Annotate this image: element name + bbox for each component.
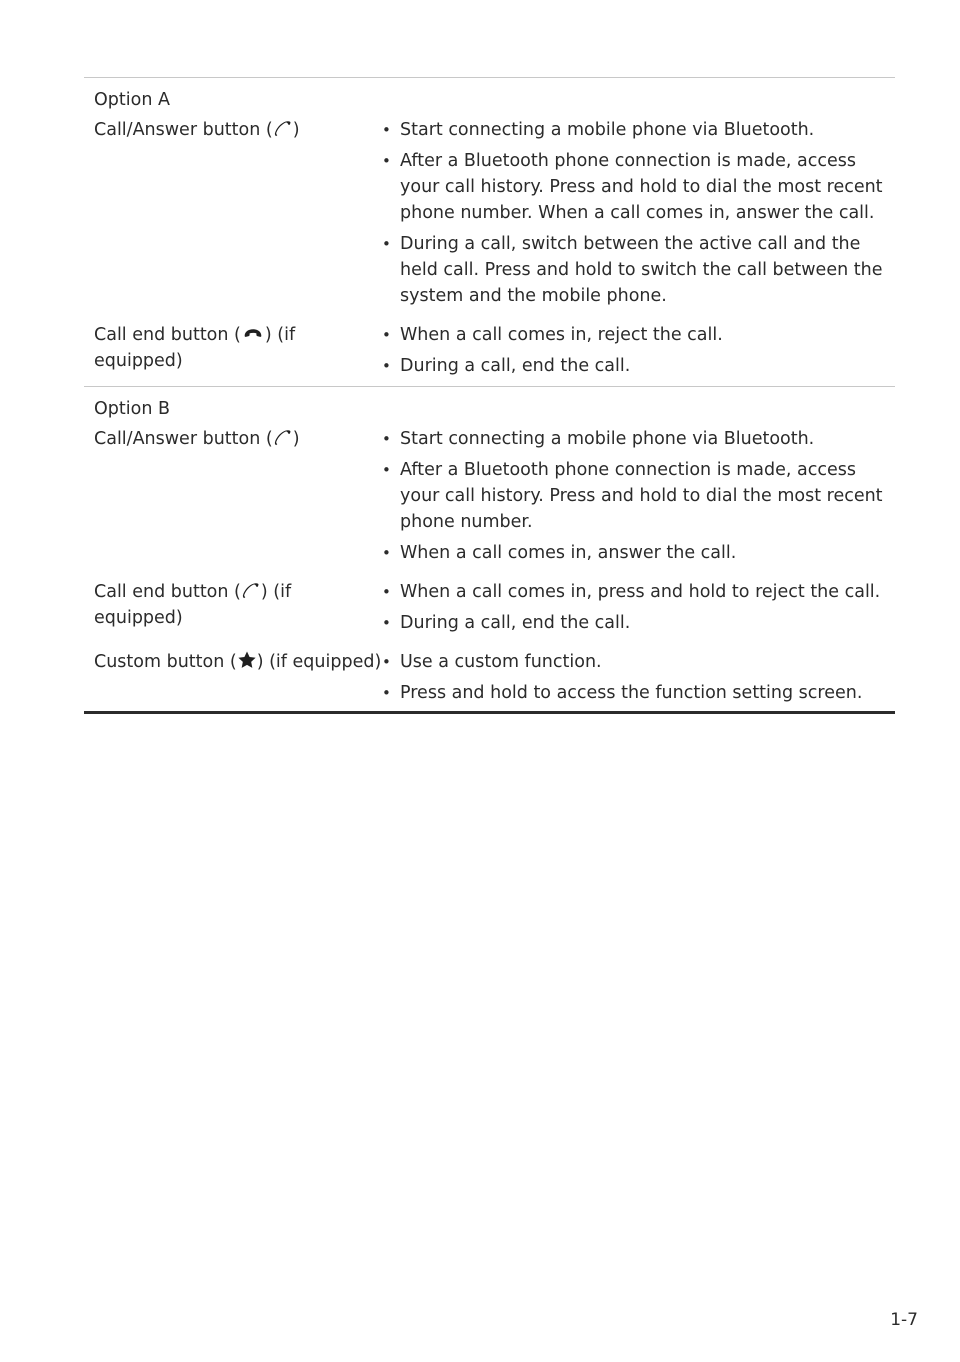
- star-icon: [237, 650, 257, 670]
- list-item: • Start connecting a mobile phone via Bluetooth.: [382, 426, 895, 452]
- row-label: Call/Answer button ( ): [94, 120, 300, 140]
- phone-handset-icon: [273, 118, 293, 138]
- table-row-custom-b: [84, 649, 895, 711]
- list-item: • Press and hold to access the function setting screen.: [382, 680, 895, 706]
- row-label: Call end button ( ) (if equipped): [94, 582, 292, 628]
- table-row-call-end-a: [84, 322, 895, 384]
- button-function-table: [84, 77, 895, 714]
- row-description-list: [382, 322, 895, 384]
- phone-handset-icon: [273, 427, 293, 447]
- row-description-list: [382, 426, 895, 571]
- row-description-list: [382, 579, 895, 641]
- section-title-option-b: Option B: [94, 399, 170, 419]
- hang-up-icon: [241, 323, 265, 343]
- list-item: • When a call comes in, press and hold to reject the call.: [382, 579, 895, 605]
- phone-handset-icon: [241, 580, 261, 600]
- row-description-list: [382, 649, 895, 711]
- row-label: Custom button ( ) (if equipped): [94, 652, 382, 672]
- table-row-call-answer-b: [84, 426, 895, 571]
- list-item: • When a call comes in, reject the call.: [382, 322, 895, 348]
- section-title-option-a: Option A: [94, 90, 170, 110]
- row-label: Call/Answer button ( ): [94, 429, 300, 449]
- list-item: • During a call, end the call.: [382, 353, 895, 379]
- table-bottom-rule: [84, 711, 895, 714]
- list-item: • Use a custom function.: [382, 649, 895, 675]
- page-number: 1-7: [890, 1310, 918, 1330]
- row-label: Call end button ( ) (if equipped): [94, 325, 296, 371]
- list-item: • When a call comes in, answer the call.: [382, 540, 895, 566]
- list-item: • Start connecting a mobile phone via Bluetooth.: [382, 117, 895, 143]
- table-row-call-end-b: [84, 579, 895, 641]
- list-item: • During a call, end the call.: [382, 610, 895, 636]
- table-row-call-answer-a: [84, 117, 895, 314]
- list-item: • After a Bluetooth phone connection is made, access your call history. Press and hold to dial the most recent phone number. When a call comes in, answer the call.: [382, 148, 895, 226]
- list-item: • After a Bluetooth phone connection is made, access your call history. Press and hold to dial the most recent phone number.: [382, 457, 895, 535]
- row-description-list: [382, 117, 895, 314]
- list-item: • During a call, switch between the active call and the held call. Press and hold to switch the call between the system and the mobile phone.: [382, 231, 895, 309]
